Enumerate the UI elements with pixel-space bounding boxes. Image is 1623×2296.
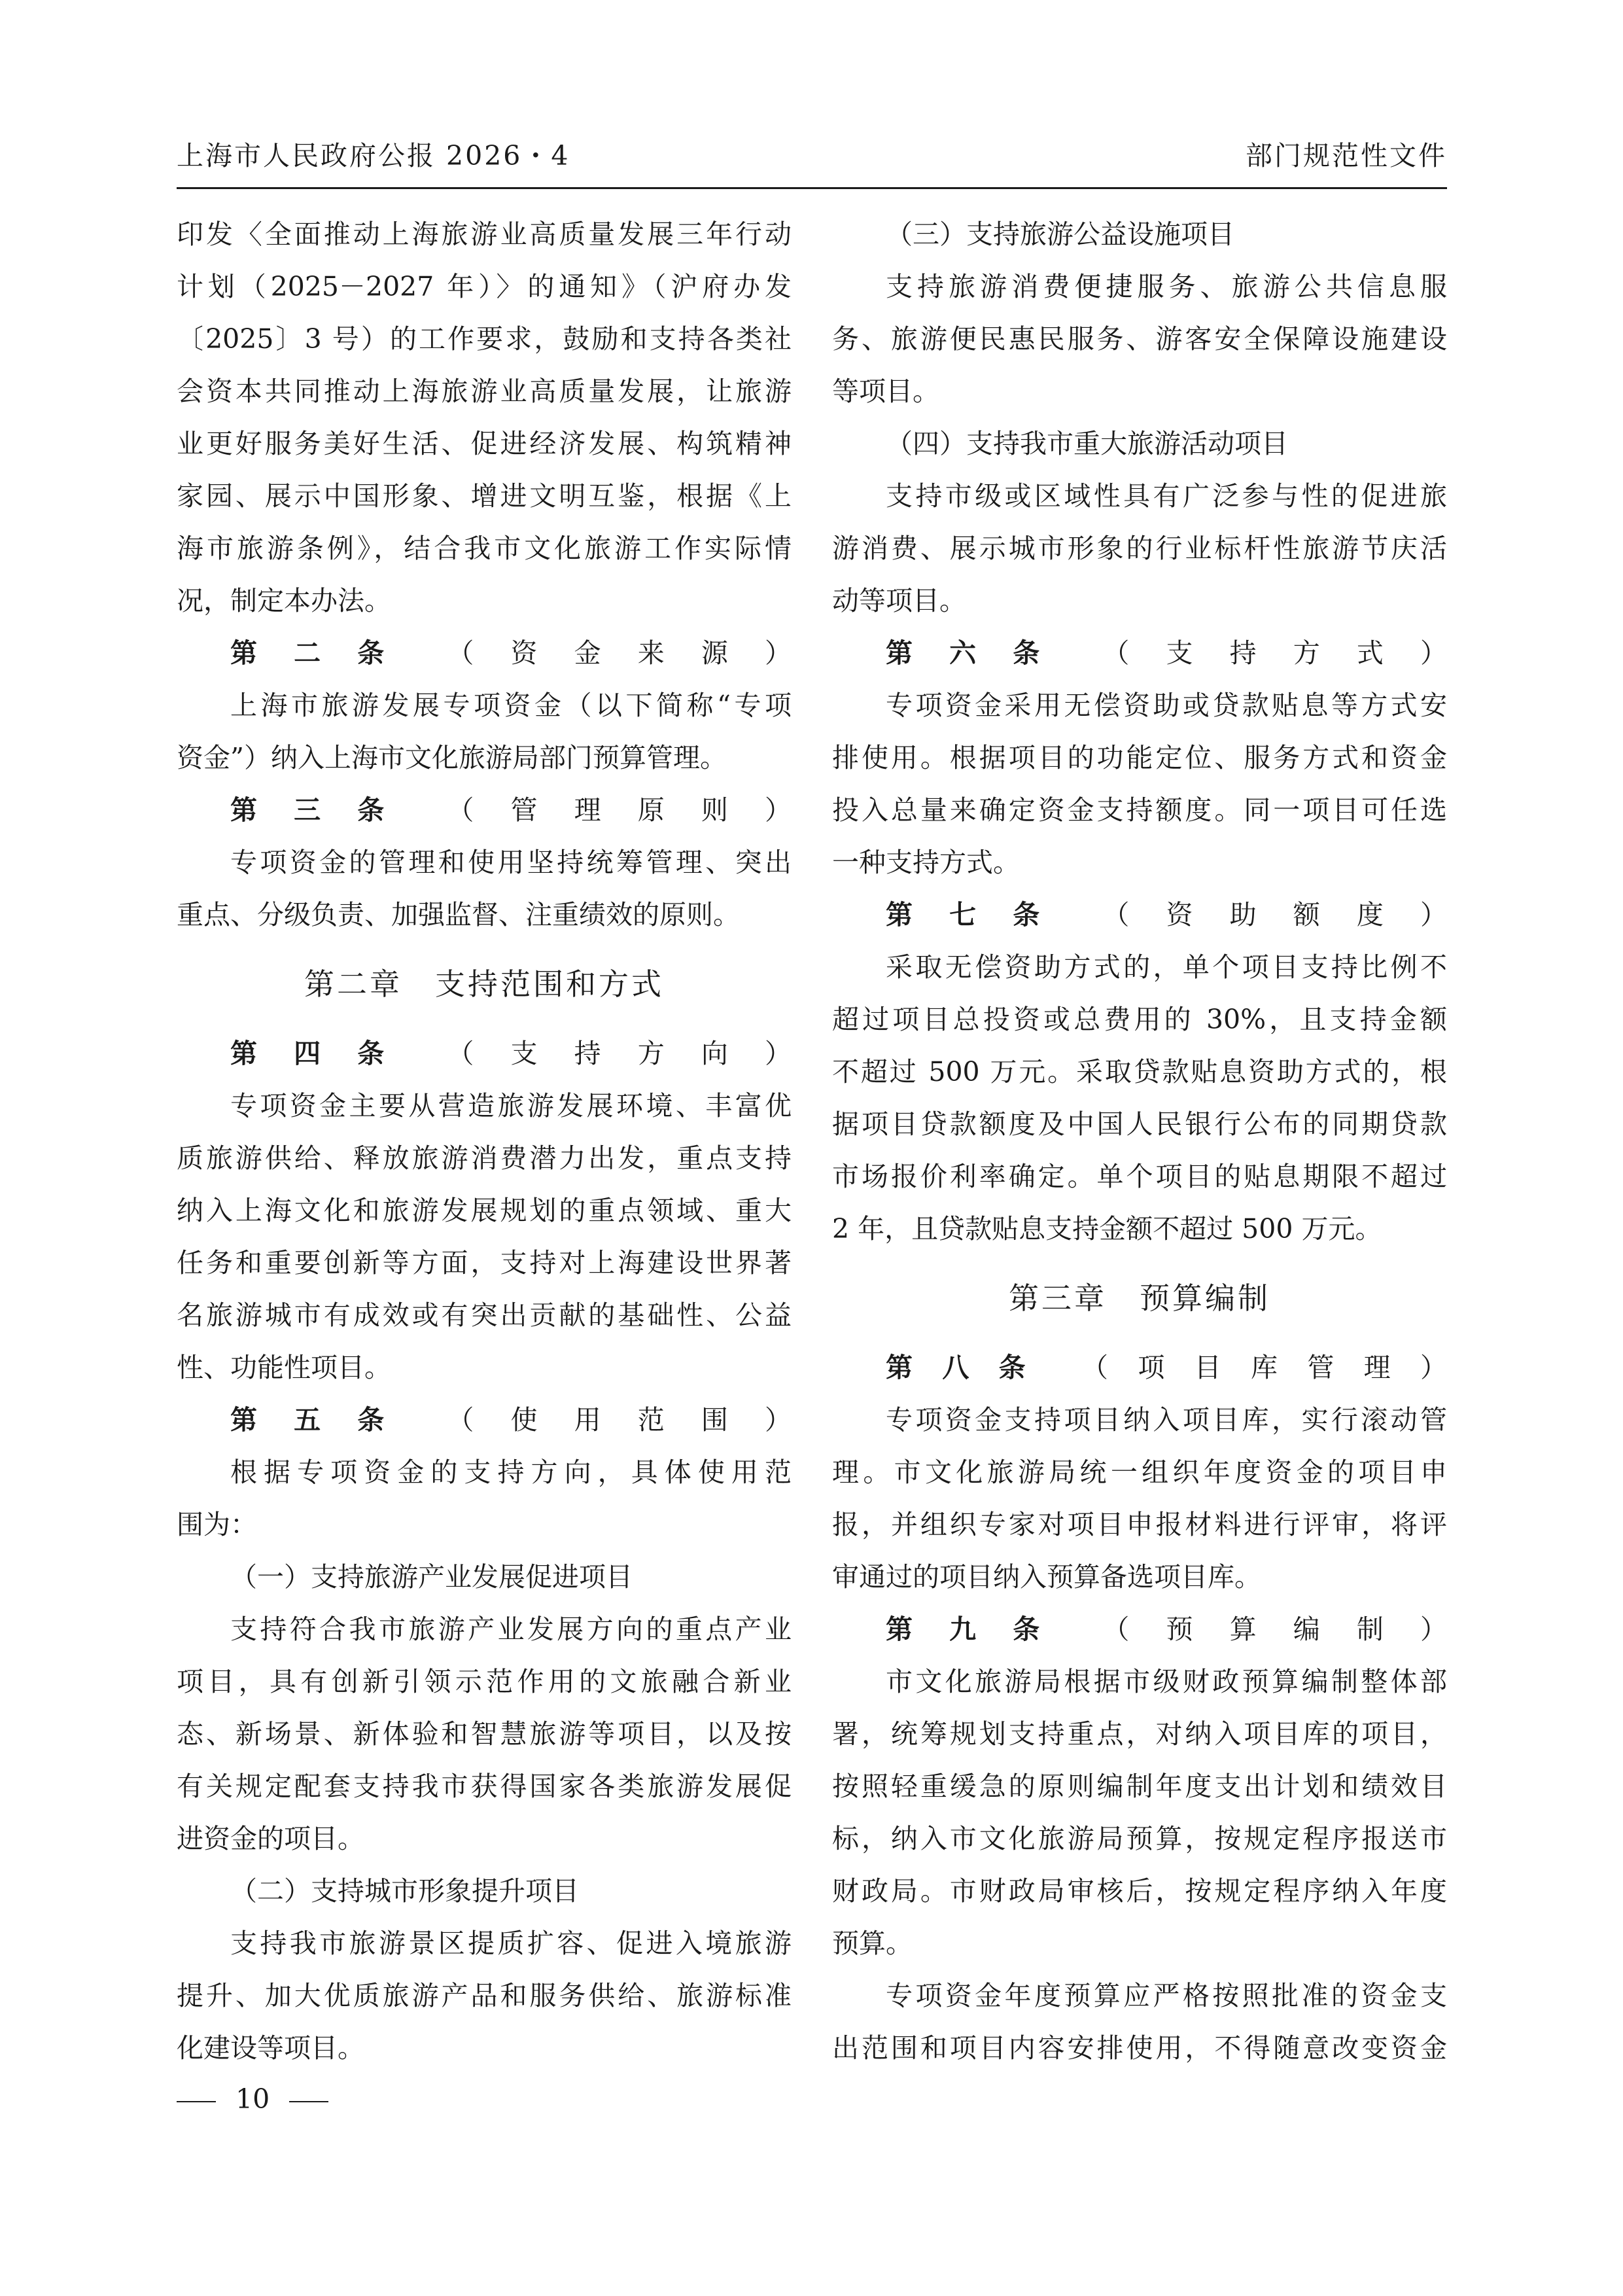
- text-line: 报，并组织专家对项目申报材料进行评审，将评: [832, 1509, 1447, 1540]
- chapter-heading: 第三章 预算编制: [1009, 1280, 1270, 1316]
- page-footer: [177, 2083, 328, 2115]
- text-line: 海市旅游条例》，结合我市文化旅游工作实际情: [177, 533, 792, 564]
- sub-item-heading: （四）支持我市重大旅游活动项目: [886, 428, 1288, 459]
- article-title: （资金来源）: [447, 637, 792, 669]
- article-number: 第六条: [886, 637, 1077, 669]
- text-line: 理。市文化旅游局统一组织年度资金的项目申: [832, 1457, 1447, 1488]
- text-line: 市场报价利率确定。单个项目的贴息期限不超过: [832, 1161, 1447, 1192]
- section-title: 部门规范性文件: [1246, 140, 1447, 171]
- text-line: 等项目。: [832, 376, 939, 407]
- page-header: [177, 134, 1447, 186]
- sub-item-heading: （一）支持旅游产业发展促进项目: [230, 1561, 633, 1593]
- text-line: 投入总量来确定资金支持额度。同一项目可任选: [832, 794, 1447, 826]
- text-line: 专项资金支持项目纳入项目库，实行滚动管: [886, 1404, 1447, 1436]
- text-line: 况，制定本办法。: [177, 585, 391, 616]
- text-line: 排使用。根据项目的功能定位、服务方式和资金: [832, 742, 1447, 773]
- footer-dash-right: [289, 2101, 328, 2102]
- article-heading: [832, 1341, 1447, 1394]
- text-line: 支持符合我市旅游产业发展方向的重点产业: [230, 1614, 792, 1645]
- article-heading: [832, 889, 1447, 941]
- text-line: 名旅游城市有成效或有突出贡献的基础性、公益: [177, 1299, 792, 1331]
- text-line: 支持市级或区域性具有广泛参与性的促进旅: [886, 480, 1447, 512]
- text-line: 务、旅游便民惠民服务、游客安全保障设施建设: [832, 323, 1447, 355]
- text-line: 质旅游供给、释放旅游消费潜力出发，重点支持: [177, 1142, 792, 1174]
- text-line: 〔2025〕3 号）的工作要求，鼓励和支持各类社: [177, 323, 792, 355]
- text-line: 计划（2025－2027 年）〉的通知》（沪府办发: [177, 271, 792, 302]
- text-line: 游消费、展示城市形象的行业标杆性旅游节庆活: [832, 533, 1447, 564]
- article-title: （资助额度）: [1102, 899, 1447, 930]
- right-column: [832, 208, 1447, 2074]
- article-number: 第二条: [230, 637, 421, 669]
- article-title: （支持方向）: [447, 1038, 792, 1069]
- text-line: 不超过 500 万元。采取贷款贴息资助方式的，根: [832, 1056, 1447, 1087]
- text-line: 超过项目总投资或总费用的 30%，且支持金额: [832, 1004, 1447, 1035]
- article-number: 第七条: [886, 899, 1077, 930]
- text-line: 专项资金年度预算应严格按照批准的资金支: [886, 1980, 1447, 2011]
- article-title: （预算编制）: [1102, 1614, 1447, 1645]
- text-line: 2 年，且贷款贴息支持金额不超过 500 万元。: [832, 1213, 1382, 1245]
- text-line: 印发〈全面推动上海旅游业高质量发展三年行动: [177, 219, 792, 250]
- article-heading: [177, 1394, 792, 1446]
- article-number: 第五条: [230, 1404, 421, 1436]
- article-heading: [832, 1603, 1447, 1655]
- text-line: 动等项目。: [832, 585, 966, 616]
- chapter-heading: 第二章 支持范围和方式: [304, 966, 664, 1002]
- sub-item-heading: （三）支持旅游公益设施项目: [886, 219, 1234, 250]
- text-line: 有关规定配套支持我市获得国家各类旅游发展促: [177, 1771, 792, 1802]
- article-heading: [177, 784, 792, 836]
- article-number: 第八条: [886, 1352, 1055, 1383]
- article-title: （项目库管理）: [1081, 1352, 1447, 1383]
- sub-item-heading: （二）支持城市形象提升项目: [230, 1875, 579, 1907]
- text-line: 按照轻重缓急的原则编制年度支出计划和绩效目: [832, 1771, 1447, 1802]
- article-title: （使用范围）: [447, 1404, 792, 1436]
- text-line: 预算。: [832, 1928, 913, 1959]
- article-number: 第四条: [230, 1038, 421, 1069]
- article-number: 第九条: [886, 1614, 1077, 1645]
- text-line: 业更好服务美好生活、促进经济发展、构筑精神: [177, 428, 792, 459]
- text-line: 审通过的项目纳入预算备选项目库。: [832, 1561, 1261, 1593]
- text-line: 提升、加大优质旅游产品和服务供给、旅游标准: [177, 1980, 792, 2011]
- text-line: 署，统筹规划支持重点，对纳入项目库的项目，: [832, 1718, 1447, 1750]
- text-line: 会资本共同推动上海旅游业高质量发展，让旅游: [177, 376, 792, 407]
- text-line: 纳入上海文化和旅游发展规划的重点领域、重大: [177, 1195, 792, 1226]
- journal-title: 上海市人民政府公报 2026・4: [177, 140, 570, 171]
- article-heading: [177, 627, 792, 679]
- text-line: 出范围和项目内容安排使用，不得随意改变资金: [832, 2032, 1447, 2064]
- text-line: 态、新场景、新体验和智慧旅游等项目，以及按: [177, 1718, 792, 1750]
- text-line: 专项资金的管理和使用坚持统筹管理、突出: [230, 847, 792, 878]
- footer-dash-left: [177, 2101, 216, 2102]
- left-column: [177, 208, 792, 2074]
- text-line: 采取无偿资助方式的，单个项目支持比例不: [886, 951, 1447, 983]
- text-line: 据项目贷款额度及中国人民银行公布的同期贷款: [832, 1108, 1447, 1140]
- text-line: 标，纳入市文化旅游局预算，按规定程序报送市: [832, 1823, 1447, 1854]
- page-number: 10: [236, 2083, 270, 2115]
- text-line: 支持我市旅游景区提质扩容、促进入境旅游: [230, 1928, 792, 1959]
- text-line: 进资金的项目。: [177, 1823, 364, 1854]
- text-line: 化建设等项目。: [177, 2032, 364, 2064]
- header-divider: [177, 187, 1447, 189]
- text-line: 项目，具有创新引领示范作用的文旅融合新业: [177, 1666, 792, 1697]
- text-line: 市文化旅游局根据市级财政预算编制整体部: [886, 1666, 1447, 1697]
- text-line: 专项资金采用无偿资助或贷款贴息等方式安: [886, 690, 1447, 721]
- text-line: 重点、分级负责、加强监督、注重绩效的原则。: [177, 899, 740, 930]
- text-line: 上海市旅游发展专项资金（以下简称“专项: [230, 690, 792, 721]
- text-line: 财政局。市财政局审核后，按规定程序纳入年度: [832, 1875, 1447, 1907]
- article-heading: [177, 1027, 792, 1080]
- article-title: （支持方式）: [1102, 637, 1447, 669]
- text-line: 一种支持方式。: [832, 847, 1020, 878]
- text-line: 资金”）纳入上海市文化旅游局部门预算管理。: [177, 742, 727, 773]
- text-line: 围为：: [177, 1509, 257, 1540]
- text-line: 任务和重要创新等方面，支持对上海建设世界著: [177, 1247, 792, 1279]
- text-line: 专项资金主要从营造旅游发展环境、丰富优: [230, 1090, 792, 1122]
- text-line: 性、功能性项目。: [177, 1352, 391, 1383]
- text-line: 根据专项资金的支持方向，具体使用范: [230, 1457, 792, 1488]
- text-line: 支持旅游消费便捷服务、旅游公共信息服: [886, 271, 1447, 302]
- article-heading: [832, 627, 1447, 679]
- text-line: 家园、展示中国形象、增进文明互鉴，根据《上: [177, 480, 792, 512]
- article-title: （管理原则）: [447, 794, 792, 826]
- article-number: 第三条: [230, 794, 421, 826]
